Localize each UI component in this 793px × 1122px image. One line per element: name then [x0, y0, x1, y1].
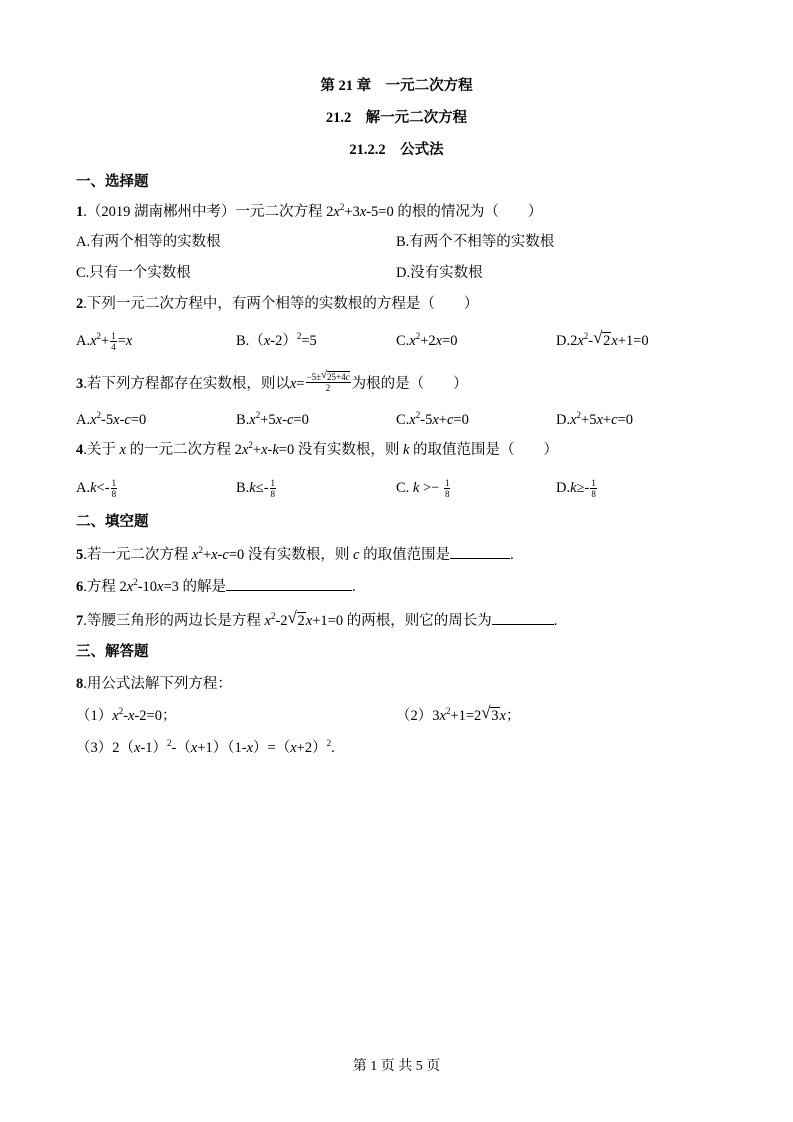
- q8-part-3: $(3)2(x-1)^2-(x+1)(1-x)=(x+2)^2$.: [76, 738, 335, 756]
- q7-answer-blank[interactable]: [492, 610, 554, 625]
- section-heading-fill: 二、填空题: [76, 514, 149, 530]
- q3-option-d: $D.x^2+5x+c=0$: [556, 410, 633, 428]
- q8-part-1: $(1)x^2-x-2=0$；: [76, 706, 177, 724]
- q4-option-a: A.k<- $\frac{1}{8}$: [76, 478, 117, 500]
- question-1: 1.（2019 湖南郴州中考）一元二次方程 $2x^2+3x-5=0$ 的根的情况为（ ）: [76, 202, 543, 220]
- q1-option-b: B.有两个不相等的实数根: [396, 234, 555, 250]
- q8-part-2: $(2)3x^2+1=2$ √ 3x；: [396, 703, 521, 724]
- page-footer: 第 1 页 共 5 页: [352, 1059, 441, 1074]
- question-3: 3.若下列方程都存在实数根，则以x= −5± √ 25+4c 2 为根的是（ ）: [76, 368, 468, 393]
- q2-option-d: $D.2x^2-$ √ 2x+1=0: [556, 328, 649, 349]
- q3-option-b: $B.x^2+5x-c=0$: [236, 410, 309, 428]
- q5-answer-blank[interactable]: [450, 544, 510, 559]
- subsection-title: 21.2.2 公式法: [349, 142, 444, 158]
- question-8: 8.用公式法解下列方程：: [76, 676, 232, 692]
- q2-option-a: $A.x^2+$ $\frac{1}{4}$ =x: [76, 331, 133, 353]
- q1-option-d: D.没有实数根: [396, 265, 483, 281]
- q4-option-c: C. k >− $\frac{1}{8}$: [396, 478, 450, 500]
- q6-answer-blank[interactable]: [226, 576, 352, 591]
- section-heading-answer: 三、解答题: [76, 644, 149, 660]
- question-6: 6.方程 $2x^2-10x=3$ 的解是 .: [76, 577, 356, 595]
- section-heading-choice: 一、选择题: [76, 174, 149, 190]
- q2-option-c: $C.x^2+2x=0$: [396, 331, 458, 349]
- question-4: 4.关于 x 的一元二次方程 $2x^2+x-k=0$ 没有实数根，则 k 的取值范围是（ ）: [76, 440, 559, 458]
- q2-option-b: $B.(x-2)^2=5$: [236, 331, 317, 349]
- section-title: 21.2 解一元二次方程: [325, 110, 468, 126]
- question-7: 7.等腰三角形的两边长是方程 $x^2-2$ √ 2x+1=0 的两根，则它的周长为 .: [76, 608, 558, 629]
- q4-option-b: B.k≤- $\frac{1}{8}$: [236, 478, 276, 500]
- question-2: 2.下列一元二次方程中，有两个相等的实数根的方程是（ ）: [76, 296, 479, 312]
- question-5: 5.若一元二次方程 $x^2+x-c=0$ 没有实数根，则 c 的取值范围是 .: [76, 545, 514, 563]
- q3-option-a: $A.x^2-5x-c=0$: [76, 410, 147, 428]
- q1-option-c: C.只有一个实数根: [76, 265, 191, 281]
- chapter-title: 第 21 章 一元二次方程: [320, 78, 473, 94]
- q1-option-a: A.有两个相等的实数根: [76, 234, 221, 250]
- q4-option-d: D.k≥- $\frac{1}{8}$: [556, 478, 596, 500]
- q3-option-c: $C.x^2-5x+c=0$: [396, 410, 469, 428]
